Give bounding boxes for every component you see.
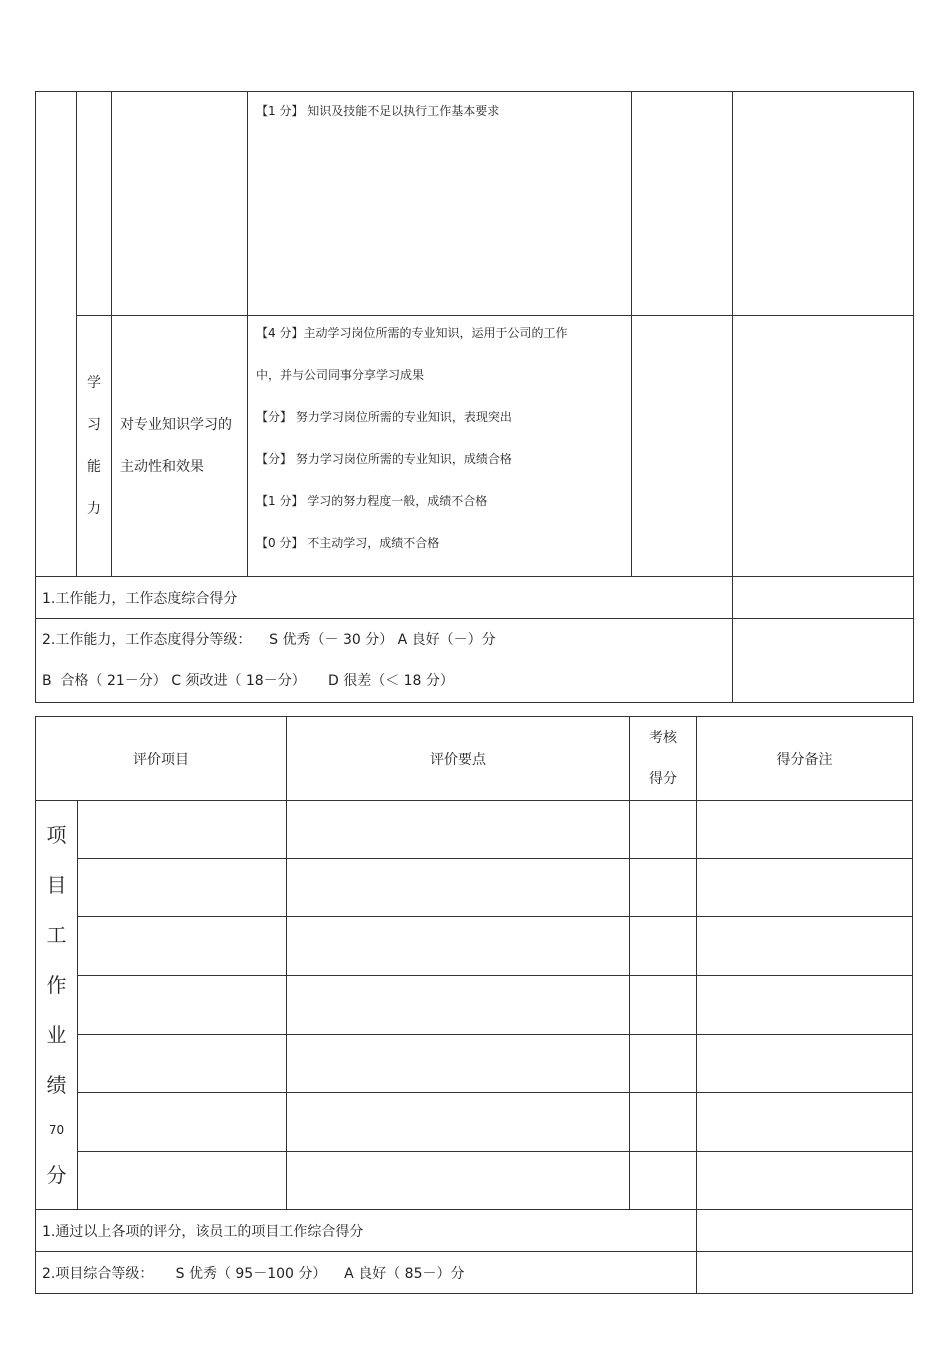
criterion-text: 中，并与公司同事分享学习成果 <box>256 368 425 382</box>
category-char: 学 <box>87 375 101 391</box>
project-summary-grade-value-cell[interactable] <box>697 1252 913 1294</box>
project-summary-score-label-cell <box>36 1210 697 1252</box>
criterion-text: 【1 分】 知识及技能不足以执行工作基本要求 <box>256 104 500 118</box>
criterion-text: 【0 分】 不主动学习，成绩不合格 <box>256 536 440 550</box>
category-char: 工 <box>46 923 67 947</box>
project-summary-score-value-cell[interactable] <box>697 1210 913 1252</box>
project-points-cell[interactable] <box>287 1035 630 1093</box>
evaluation-table-bottom <box>35 716 913 1294</box>
summary-grade-row <box>36 619 914 703</box>
category-char: 项 <box>46 823 67 847</box>
summary-grade-line: B 合格（ 21－分） C 须改进（ 18－分） D 很差（＜ 18 分） <box>42 672 454 689</box>
header-row <box>36 717 913 801</box>
project-score-cell[interactable] <box>630 859 697 917</box>
header-notes-cell <box>697 717 913 801</box>
category-char: 业 <box>46 1023 67 1047</box>
project-summary-score-row <box>36 1210 913 1252</box>
criterion-text: 【分】 努力学习岗位所需的专业知识，表现突出 <box>256 410 512 424</box>
criterion-text: 【分】 努力学习岗位所需的专业知识，成绩合格 <box>256 452 512 466</box>
summary-score-row <box>36 577 914 619</box>
category-unit: 分 <box>46 1163 67 1187</box>
project-notes-cell[interactable] <box>697 976 913 1035</box>
category-char: 习 <box>87 417 101 433</box>
project-score-cell[interactable] <box>630 801 697 859</box>
project-notes-cell[interactable] <box>697 917 913 976</box>
criterion-text: 【1 分】 学习的努力程度一般，成绩不合格 <box>256 494 488 508</box>
project-score-cell[interactable] <box>630 1093 697 1152</box>
project-points-cell[interactable] <box>287 1093 630 1152</box>
score-cell[interactable] <box>632 316 733 577</box>
evaluation-table-top <box>35 91 914 703</box>
project-row <box>36 1035 913 1093</box>
category-char: 绩 <box>46 1073 67 1097</box>
learning-item-cell <box>112 316 248 577</box>
category-char: 作 <box>46 973 67 997</box>
project-row <box>36 859 913 917</box>
project-score-cell[interactable] <box>630 1035 697 1093</box>
header-points-cell <box>287 717 630 801</box>
project-summary-grade-label: 2.项目综合等级： S 优秀（ 95－100 分） A 良好（ 85－）分 <box>42 1265 465 1282</box>
project-notes-cell[interactable] <box>697 1035 913 1093</box>
learning-criteria-cell <box>248 316 632 577</box>
project-summary-grade-row <box>36 1252 913 1294</box>
summary-grade-label-cell <box>36 619 733 703</box>
project-row <box>36 917 913 976</box>
header-score-cell <box>630 717 697 801</box>
item-cell <box>112 92 248 316</box>
header-score-line: 考核 <box>649 729 677 746</box>
summary-score-value-cell[interactable] <box>733 577 914 619</box>
project-points-cell[interactable] <box>287 976 630 1035</box>
learning-item-text: 对专业知识学习的主动性和效果 <box>120 417 232 475</box>
project-row <box>36 801 913 859</box>
category-char: 目 <box>46 873 67 897</box>
header-notes: 得分备注 <box>776 751 833 768</box>
summary-grade-line: 2.工作能力，工作态度得分等级： S 优秀（－ 30 分） A 良好（－）分 <box>42 631 496 648</box>
project-summary-grade-label-cell <box>36 1252 697 1294</box>
header-score-line: 得分 <box>649 770 677 787</box>
project-item-cell[interactable] <box>78 1152 287 1210</box>
project-category-cell <box>36 801 78 1210</box>
knowledge-row <box>36 92 914 316</box>
project-points-cell[interactable] <box>287 917 630 976</box>
project-notes-cell[interactable] <box>697 1093 913 1152</box>
category-char: 力 <box>87 501 101 517</box>
project-points-cell[interactable] <box>287 801 630 859</box>
project-item-cell[interactable] <box>78 1093 287 1152</box>
project-points-cell[interactable] <box>287 1152 630 1210</box>
project-notes-cell[interactable] <box>697 1152 913 1210</box>
learning-row <box>36 316 914 577</box>
header-item-cell <box>36 717 287 801</box>
summary-score-label-cell <box>36 577 733 619</box>
project-summary-score-label: 1.通过以上各项的评分，该员工的项目工作综合得分 <box>42 1223 364 1240</box>
category-cell <box>36 92 77 577</box>
header-item: 评价项目 <box>133 751 189 768</box>
summary-score-label: 1.工作能力，工作态度综合得分 <box>42 590 238 607</box>
project-points-cell[interactable] <box>287 859 630 917</box>
project-row <box>36 1093 913 1152</box>
summary-grade-value-cell[interactable] <box>733 619 914 703</box>
project-item-cell[interactable] <box>78 1035 287 1093</box>
notes-cell[interactable] <box>733 92 914 316</box>
project-item-cell[interactable] <box>78 859 287 917</box>
category-weight: 70 <box>48 1123 65 1137</box>
score-cell[interactable] <box>632 92 733 316</box>
project-score-cell[interactable] <box>630 976 697 1035</box>
project-score-cell[interactable] <box>630 1152 697 1210</box>
learning-category-cell <box>77 316 112 577</box>
project-row <box>36 1152 913 1210</box>
subcategory-cell <box>77 92 112 316</box>
project-item-cell[interactable] <box>78 801 287 859</box>
notes-cell[interactable] <box>733 316 914 577</box>
project-notes-cell[interactable] <box>697 801 913 859</box>
category-char: 能 <box>87 459 101 475</box>
project-row <box>36 976 913 1035</box>
criteria-cell <box>248 92 632 316</box>
project-item-cell[interactable] <box>78 917 287 976</box>
project-notes-cell[interactable] <box>697 859 913 917</box>
header-points: 评价要点 <box>430 751 486 768</box>
project-item-cell[interactable] <box>78 976 287 1035</box>
criterion-text: 【4 分】主动学习岗位所需的专业知识，运用于公司的工作 <box>256 326 568 340</box>
project-score-cell[interactable] <box>630 917 697 976</box>
